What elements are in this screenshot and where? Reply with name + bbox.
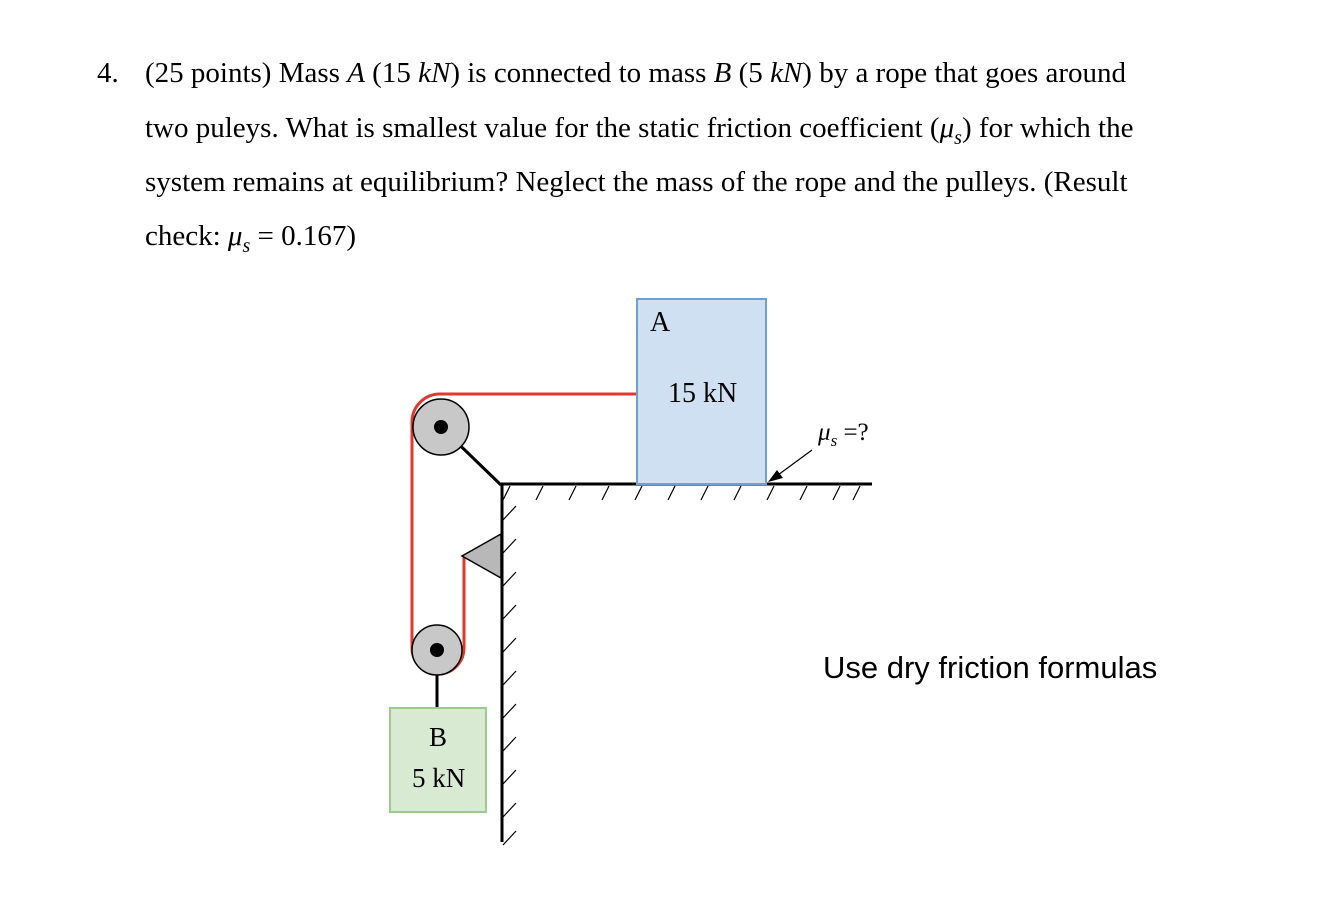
- block-a-weight: 15 kN: [668, 378, 738, 409]
- problem-line-3: system remains at equilibrium? Neglect the mass of the rope and the pulleys. (Result: [145, 166, 1128, 198]
- block-b-weight: 5 kN: [412, 763, 466, 793]
- block-b-label: B: [429, 722, 448, 752]
- wall-hatch: [503, 506, 516, 845]
- ground-hatch: [503, 486, 860, 500]
- problem-line-1: (25 points) Mass A (15 kN) is connected to mass B (5 kN) by a rope that goes around: [145, 57, 1127, 89]
- dry-friction-note: Use dry friction formulas: [823, 650, 1158, 685]
- friction-label: $\mu_s$ =?: [818, 419, 869, 450]
- problem-line-4: check: $\mu_s = 0.167$): [145, 220, 357, 257]
- problem-line-2: two puleys. What is smallest value for the static friction coefficient $(\mu_s)$ for which the: [145, 112, 1134, 149]
- friction-arrow-head: [768, 470, 783, 482]
- top-pulley-axle: [434, 420, 448, 434]
- friction-arrow-shaft: [778, 450, 812, 475]
- wall-anchor: [462, 534, 501, 578]
- block-a-label: A: [650, 307, 671, 338]
- bottom-pulley-axle: [430, 643, 444, 657]
- problem-number: 4.: [97, 57, 119, 89]
